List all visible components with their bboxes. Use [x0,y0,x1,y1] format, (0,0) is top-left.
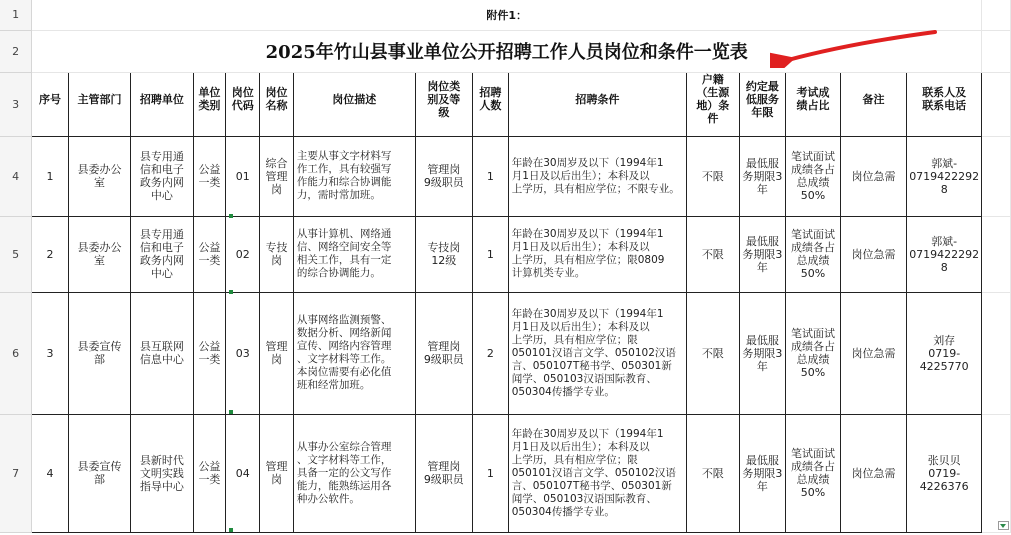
header-conditions: 招聘条件 [575,92,620,106]
header-unit: 招聘单位 [139,92,184,106]
sheet-title: 2025年竹山县事业单位公开招聘工作人员岗位和条件一览表 [265,42,748,63]
count-cell-text: 1 [486,247,494,261]
code-cell-text: 01 [235,169,250,183]
dept-cell-text: 县委办公 室 [77,241,122,267]
desc-cell[interactable] [293,216,415,292]
code-cell-text: 03 [235,346,250,360]
header-contact-cell[interactable] [907,72,982,136]
header-dept-cell[interactable] [68,72,130,136]
hukou-cell-text: 不限 [701,466,724,480]
row-header[interactable]: 5 [0,216,32,292]
header-service-cell[interactable] [739,72,786,136]
note-cell-text: 岗位急需 [851,346,896,360]
hukou-cell[interactable] [687,292,740,414]
ratio-cell-text: 笔试面试 成绩各占 总成绩 50% [791,228,836,280]
contact-cell-text: 刘存 0719- 4225770 [919,333,969,373]
empty-cell[interactable] [982,414,1011,532]
count-cell[interactable] [473,292,509,414]
category-cell[interactable] [193,136,226,216]
row-header-2[interactable]: 2 [0,30,32,72]
hukou-cell[interactable] [687,414,740,532]
desc-cell[interactable] [293,292,415,414]
header-count: 招聘 人数 [479,86,502,112]
desc-cell-text: 从事网络监测预警、 数据分析、网络新闻 宣传、网络内容管理 、文字材料等工作。 本岗位需要有必化值 班和经常加班。 [296,314,392,391]
header-code-cell[interactable] [226,72,260,136]
unit-cell[interactable] [131,414,193,532]
code-cell[interactable] [226,136,260,216]
note-cell-text: 岗位急需 [851,247,896,261]
conditions-cell[interactable] [508,136,686,216]
header-category-cell[interactable] [193,72,226,136]
header-ratio: 考试成 绩占比 [796,86,830,112]
post-cell[interactable] [260,414,294,532]
header-count-cell[interactable] [473,72,509,136]
dept-cell-text: 县委办公 室 [77,163,122,189]
dept-cell[interactable] [68,292,130,414]
unit-cell-text: 县专用通 信和电子 政务内网 中心 [139,228,184,280]
ratio-cell-text: 笔试面试 成绩各占 总成绩 50% [791,150,836,202]
unit-cell[interactable] [131,292,193,414]
unit-cell-text: 县专用通 信和电子 政务内网 中心 [139,150,184,202]
table-row [0,216,1011,292]
header-desc-cell[interactable] [293,72,415,136]
post-cell-text: 管理 岗 [265,460,288,486]
category-cell-text: 公益 一类 [198,340,221,366]
category-cell[interactable] [193,216,226,292]
ratio-cell-text: 笔试面试 成绩各占 总成绩 50% [791,447,836,499]
conditions-cell[interactable] [508,414,686,532]
seq-cell-text: 2 [46,247,54,261]
dept-cell[interactable] [68,414,130,532]
seq-cell[interactable] [32,136,69,216]
header-post: 岗位 名称 [265,86,288,112]
count-cell[interactable] [473,136,509,216]
category-cell-text: 公益 一类 [198,163,221,189]
count-cell-text: 1 [486,466,494,480]
code-cell-text: 02 [235,247,250,261]
cell-comment-marker [229,214,233,218]
dept-cell-text: 县委宣传 部 [77,340,122,366]
header-level: 岗位类 别及等 级 [427,79,461,119]
header-post-cell[interactable] [260,72,294,136]
row-header[interactable]: 6 [0,292,32,414]
cell-comment-marker [229,290,233,294]
dept-cell[interactable] [68,216,130,292]
note-cell-text: 岗位急需 [851,169,896,183]
category-cell-text: 公益 一类 [198,241,221,267]
category-cell[interactable] [193,414,226,532]
table-row [0,136,1011,216]
seq-cell[interactable] [32,414,69,532]
hukou-cell[interactable] [687,136,740,216]
code-cell[interactable] [226,292,260,414]
conditions-cell-text: 年龄在30周岁及以下（1994年1 月1日及以后出生）；本科及以 上学历，具有相应学位；限 050101汉语言文学、050102汉语 言、050107T秘书学、050301新 闻学、050103汉语国际教育、 050304传播学专业。 [511,427,676,518]
header-seq-cell[interactable] [32,72,69,136]
level-cell-text: 管理岗 9级职员 [423,340,464,366]
code-cell[interactable] [226,216,260,292]
cell-comment-marker [229,410,233,414]
service-cell-text: 最低服 务期限3 年 [742,234,783,274]
service-cell[interactable] [739,136,786,216]
hukou-cell-text: 不限 [701,346,724,360]
conditions-cell[interactable] [508,216,686,292]
contact-cell[interactable] [907,216,982,292]
empty-cell[interactable] [982,136,1011,216]
note-cell[interactable] [840,216,906,292]
annex-label: 附件1： [486,8,528,22]
note-cell[interactable] [840,136,906,216]
unit-cell[interactable] [131,136,193,216]
header-unit-cell[interactable] [131,72,193,136]
level-cell[interactable] [415,292,472,414]
contact-cell[interactable] [907,136,982,216]
note-cell[interactable] [840,292,906,414]
level-cell[interactable] [415,414,472,532]
header-dept: 主管部门 [77,92,122,106]
desc-cell[interactable] [293,136,415,216]
header-ratio-cell[interactable] [786,72,841,136]
row-header[interactable]: 7 [0,414,32,532]
level-cell-text: 管理岗 9级职员 [423,460,464,486]
code-cell[interactable] [226,414,260,532]
seq-cell-text: 3 [46,346,54,360]
post-cell-text: 综合 管理 岗 [265,156,288,196]
row-header-3[interactable]: 3 [0,72,32,136]
hukou-cell[interactable] [687,216,740,292]
seq-cell[interactable] [32,216,69,292]
seq-cell[interactable] [32,292,69,414]
hukou-cell-text: 不限 [701,247,724,261]
empty-cell[interactable] [982,30,1011,72]
table-row [0,414,1011,532]
category-cell[interactable] [193,292,226,414]
empty-cell[interactable] [982,0,1011,30]
desc-cell[interactable] [293,414,415,532]
desc-cell-text: 从事办公室综合管理 、文字材料等工作， 具备一定的公文写作 能力，能熟练运用各 种办公软件。 [296,440,392,505]
seq-cell-text: 1 [46,169,54,183]
ratio-cell[interactable] [786,136,841,216]
contact-cell-text: 郭斌- 0719422292 8 [909,234,980,274]
conditions-cell-text: 年龄在30周岁及以下（1994年1 月1日及以后出生）；本科及以 上学历，具有相应学位；不限专业。 [511,156,680,195]
contact-cell[interactable] [907,292,982,414]
conditions-cell-text: 年龄在30周岁及以下（1994年1 月1日及以后出生）；本科及以 上学历，具有相应学位；限 050101汉语言文学、050102汉语 言、050107T秘书学、050301新 闻学、050103汉语国际教育、 050304传播学专业。 [511,307,676,398]
header-service: 约定最 低服务 年限 [745,79,779,119]
conditions-cell-text: 年龄在30周岁及以下（1994年1 月1日及以后出生）；本科及以 上学历，具有相应学位；限0809 计算机类专业。 [511,228,665,279]
cell-comment-marker [229,528,233,532]
service-cell-text: 最低服 务期限3 年 [742,453,783,493]
service-cell-text: 最低服 务期限3 年 [742,333,783,373]
title-cell[interactable] [32,30,982,72]
desc-cell-text: 从事计算机、网络通 信、网络空间安全等 相关工作，具有一定 的综合协调能力。 [296,228,392,279]
unit-cell[interactable] [131,216,193,292]
post-cell[interactable] [260,216,294,292]
level-cell[interactable] [415,216,472,292]
dept-cell[interactable] [68,136,130,216]
hukou-cell-text: 不限 [701,169,724,183]
level-cell-text: 管理岗 9级职员 [423,163,464,189]
ratio-cell[interactable] [786,414,841,532]
category-cell-text: 公益 一类 [198,460,221,486]
annex-cell[interactable] [32,0,982,30]
header-desc: 岗位描述 [332,92,377,106]
header-hukou: 户籍 （生源 地）条 件 [696,73,730,125]
count-cell-text: 2 [486,346,494,360]
count-cell[interactable] [473,414,509,532]
unit-cell-text: 县新时代 文明实践 指导中心 [139,453,184,493]
row-header-1[interactable]: 1 [0,0,32,30]
header-note-cell[interactable] [840,72,906,136]
dept-cell-text: 县委宣传 部 [77,460,122,486]
level-cell-text: 专技岗 12级 [427,241,461,267]
row-header[interactable]: 4 [0,136,32,216]
header-hukou-cell[interactable] [687,72,740,136]
service-cell[interactable] [739,292,786,414]
header-code: 岗位 代码 [231,86,254,112]
ratio-cell-text: 笔试面试 成绩各占 总成绩 50% [791,327,836,379]
header-seq: 序号 [39,92,61,106]
contact-cell-text: 郭斌- 0719422292 8 [909,156,980,196]
post-cell[interactable] [260,292,294,414]
code-cell-text: 04 [235,466,250,480]
empty-cell[interactable] [982,216,1011,292]
service-cell[interactable] [739,414,786,532]
contact-cell-text: 张贝贝 0719- 4226376 [919,453,969,493]
unit-cell-text: 县互联网 信息中心 [139,340,184,366]
contact-cell[interactable] [907,414,982,532]
note-cell[interactable] [840,414,906,532]
header-note: 备注 [862,92,885,106]
table-row [0,292,1011,414]
empty-cell[interactable] [982,292,1011,414]
header-level-cell[interactable] [415,72,472,136]
desc-cell-text: 主要从事文字材料写 作工作，具有较强写 作能力和综合协调能 力，需时常加班。 [296,150,392,201]
level-cell[interactable] [415,136,472,216]
conditions-cell[interactable] [508,292,686,414]
service-cell[interactable] [739,216,786,292]
count-cell[interactable] [473,216,509,292]
empty-cell[interactable] [982,72,1011,136]
note-cell-text: 岗位急需 [851,466,896,480]
header-contact: 联系人及 联系电话 [922,86,967,112]
ratio-cell[interactable] [786,216,841,292]
header-conditions-cell[interactable] [508,72,686,136]
service-cell-text: 最低服 务期限3 年 [742,156,783,196]
post-cell-text: 管理 岗 [265,340,288,366]
seq-cell-text: 4 [46,466,54,480]
count-cell-text: 1 [486,169,494,183]
post-cell-text: 专技 岗 [265,241,288,267]
ratio-cell[interactable] [786,292,841,414]
post-cell[interactable] [260,136,294,216]
header-category: 单位 类别 [198,86,221,112]
